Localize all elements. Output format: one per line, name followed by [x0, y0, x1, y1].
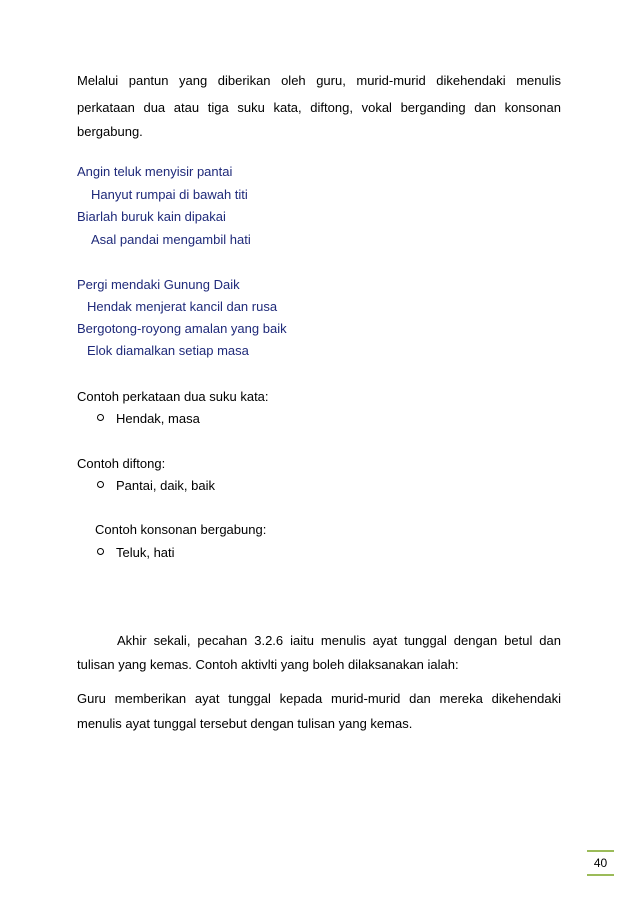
page-number-box — [587, 850, 614, 876]
closing-line-1: Akhir sekali, pecahan 3.2.6 iaitu menulis ayat tunggal dengan betul dan — [117, 633, 561, 648]
example-item-2: Pantai, daik, baik — [116, 478, 216, 493]
closing-line-3: Guru memberikan ayat tunggal kepada murid-murid dan mereka dikehendaki — [77, 691, 561, 706]
intro-line-2: perkataan dua atau tiga suku kata, diftong, vokal berganding dan konsonan — [77, 100, 561, 115]
intro-line-1: Melalui pantun yang diberikan oleh guru, murid-murid dikehendaki menulis — [77, 73, 561, 88]
page-number-rule-bottom — [587, 874, 614, 876]
pantun1-line-2: Hanyut rumpai di bawah titi — [91, 187, 248, 202]
pantun1-line-1: Angin teluk menyisir pantai — [77, 164, 233, 179]
example-item-1: Hendak, masa — [116, 411, 200, 426]
bullet-icon — [97, 414, 104, 421]
pantun1-line-3: Biarlah buruk kain dipakai — [77, 209, 226, 224]
pantun2-line-2: Hendak menjerat kancil dan rusa — [87, 299, 278, 314]
closing-line-2: tulisan yang kemas. Contoh aktivlti yang boleh dilaksanakan ialah: — [77, 657, 459, 672]
pantun2-line-4: Elok diamalkan setiap masa — [87, 343, 249, 358]
pantun1-line-4: Asal pandai mengambil hati — [91, 232, 251, 247]
pantun2-line-1: Pergi mendaki Gunung Daik — [77, 277, 240, 292]
example-heading-3: Contoh konsonan bergabung: — [95, 522, 267, 537]
bullet-icon — [97, 481, 104, 488]
example-heading-2: Contoh diftong: — [77, 456, 166, 471]
closing-line-4: menulis ayat tunggal tersebut dengan tulisan yang kemas. — [77, 716, 413, 731]
page-number: 40 — [593, 856, 608, 870]
pantun2-line-3: Bergotong-royong amalan yang baik — [77, 321, 287, 336]
example-heading-1: Contoh perkataan dua suku kata: — [77, 389, 269, 404]
bullet-icon — [97, 548, 104, 555]
intro-line-3: bergabung. — [77, 124, 143, 139]
example-item-3: Teluk, hati — [116, 545, 175, 560]
